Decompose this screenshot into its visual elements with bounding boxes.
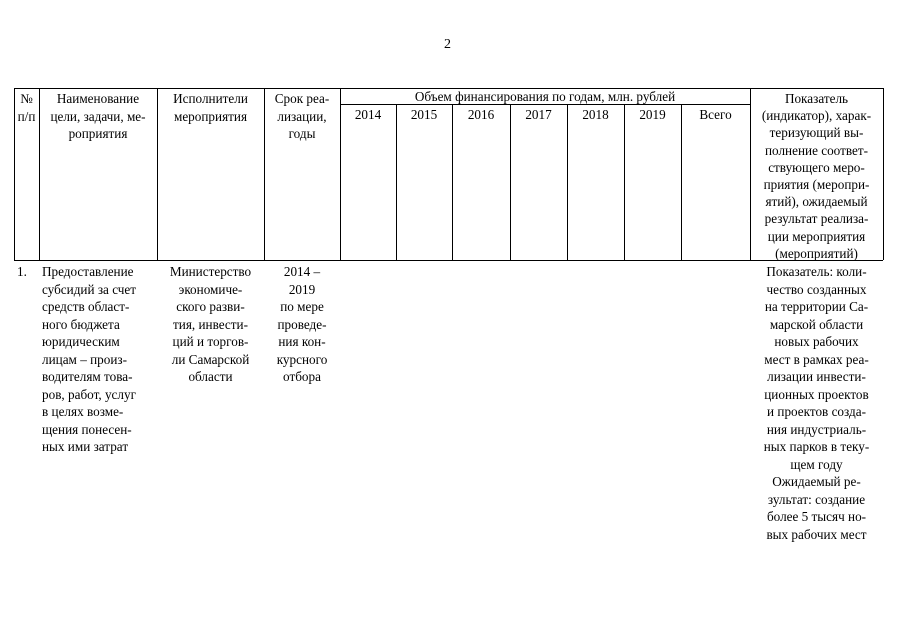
header-year-2018: 2018 [582, 107, 609, 122]
row-num: 1. [17, 264, 27, 279]
row-name: Предоставление субсидий за счет средств област- ного бюджета юридическим лицам – произ- водителям това- ров, работ, услуг в целях возме- щения понесен- ных ими затрат [42, 264, 137, 454]
page-number: 2 [444, 37, 451, 52]
col-border [883, 88, 884, 260]
header-executors: Исполнители мероприятия [173, 91, 248, 124]
header-year-2014: 2014 [354, 107, 382, 122]
header-num: № п/п [17, 91, 36, 124]
header-term: Срок реа- лизации, годы [274, 91, 330, 141]
col-border [567, 105, 568, 260]
header-name: Наименование цели, задачи, ме- роприятия [50, 91, 146, 141]
col-border [510, 105, 511, 260]
header-year-2015: 2015 [410, 107, 438, 122]
header-indicator: Показатель (индикатор), харак- теризующий вы- полнение соответ- ствующего меро- приятия (меропри- ятий), ожидаемый результат реализа- ции мероприятия (мероприятий) [761, 91, 872, 261]
col-border [681, 105, 682, 260]
row-executors: Министерство экономиче- ского разви- тия, инвести- ций и торгов- ли Самарской области [169, 264, 252, 384]
row-term: 2014 – 2019 по мере проведе- ния кон- курсного отбора [276, 264, 328, 384]
row-indicator: Показатель: коли- чество созданных на территории Са- марской области новых рабочих мест в рамках реа- лизации инвести- ционных проектов и проектов созда- ния индустриаль- ных парков в теку- щем году Ожидаемый ре- зультат: создание более 5 тысяч но- вых рабочих мест [763, 264, 870, 542]
header-year-2017: 2017 [525, 107, 552, 122]
header-year-2016: 2016 [467, 107, 495, 122]
col-border [624, 105, 625, 260]
header-total: Всего [699, 107, 732, 122]
header-financing: Объем финансирования по годам, млн. рублей [414, 89, 676, 104]
col-border [396, 105, 397, 260]
header-year-2019: 2019 [639, 107, 666, 122]
col-border [452, 105, 453, 260]
